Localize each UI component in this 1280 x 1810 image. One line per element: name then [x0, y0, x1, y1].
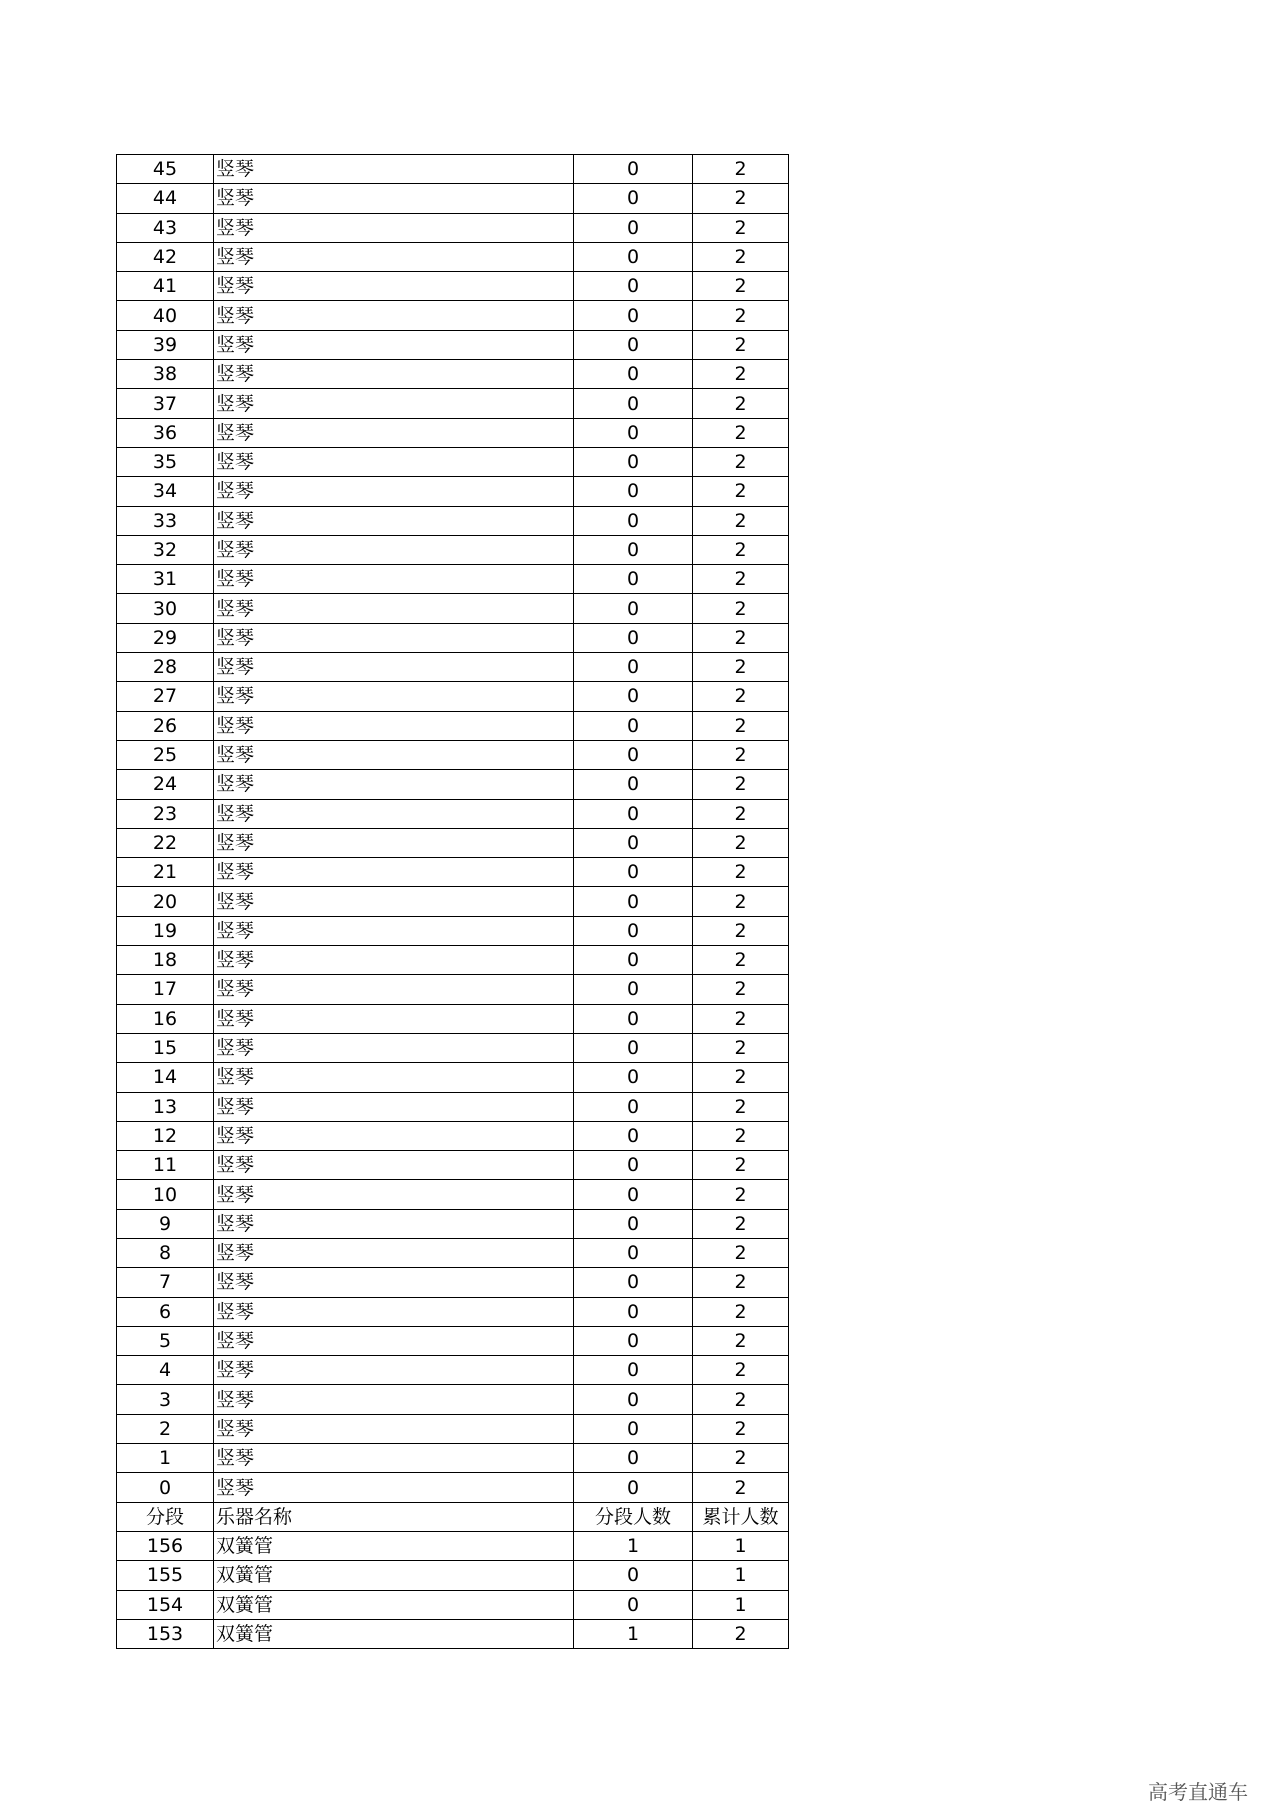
table-row	[117, 213, 789, 242]
table-row	[117, 301, 789, 330]
instrument-name-cell: 竖琴	[214, 1092, 574, 1121]
segment-count-cell: 0	[574, 272, 693, 301]
table-row	[117, 711, 789, 740]
cumulative-count-cell: 2	[693, 301, 789, 330]
score-cell: 33	[117, 506, 214, 535]
score-cell: 2	[117, 1414, 214, 1443]
instrument-name-cell: 竖琴	[214, 858, 574, 887]
score-cell: 22	[117, 828, 214, 857]
instrument-name-cell: 竖琴	[214, 1268, 574, 1297]
cumulative-count-cell: 2	[693, 360, 789, 389]
table-row	[117, 1619, 789, 1648]
table-row	[117, 535, 789, 564]
instrument-name-cell: 竖琴	[214, 740, 574, 769]
segment-count-cell: 0	[574, 565, 693, 594]
instrument-name-cell: 竖琴	[214, 653, 574, 682]
table-row	[117, 1209, 789, 1238]
segment-count-cell: 0	[574, 975, 693, 1004]
segment-count-cell: 0	[574, 1326, 693, 1355]
table-row	[117, 887, 789, 916]
table-row	[117, 946, 789, 975]
instrument-name-cell: 竖琴	[214, 242, 574, 271]
segment-count-cell: 0	[574, 1268, 693, 1297]
score-cell: 19	[117, 916, 214, 945]
instrument-name-cell: 竖琴	[214, 1444, 574, 1473]
instrument-name-cell: 竖琴	[214, 682, 574, 711]
instrument-name-cell: 竖琴	[214, 946, 574, 975]
cumulative-count-cell: 2	[693, 682, 789, 711]
score-cell: 4	[117, 1356, 214, 1385]
cumulative-count-cell: 2	[693, 975, 789, 1004]
instrument-name-cell: 竖琴	[214, 1473, 574, 1502]
table-row	[117, 330, 789, 359]
instrument-name-cell: 竖琴	[214, 330, 574, 359]
score-cell: 153	[117, 1619, 214, 1648]
segment-count-cell: 0	[574, 594, 693, 623]
score-cell: 29	[117, 623, 214, 652]
segment-count-cell: 0	[574, 1180, 693, 1209]
segment-count-cell: 0	[574, 653, 693, 682]
instrument-name-cell: 竖琴	[214, 447, 574, 476]
segment-count-cell: 0	[574, 389, 693, 418]
table-row	[117, 858, 789, 887]
table-row	[117, 506, 789, 535]
segment-count-cell: 0	[574, 477, 693, 506]
instrument-name-cell: 竖琴	[214, 213, 574, 242]
segment-count-cell: 0	[574, 946, 693, 975]
instrument-name-cell: 竖琴	[214, 155, 574, 184]
instrument-name-cell: 竖琴	[214, 1033, 574, 1062]
table-row	[117, 1473, 789, 1502]
table-row	[117, 740, 789, 769]
segment-count-cell: 0	[574, 242, 693, 271]
score-cell: 156	[117, 1531, 214, 1560]
score-cell: 23	[117, 799, 214, 828]
score-cell: 9	[117, 1209, 214, 1238]
cumulative-count-cell: 2	[693, 447, 789, 476]
segment-count-cell: 0	[574, 418, 693, 447]
cumulative-count-cell: 2	[693, 418, 789, 447]
score-cell: 154	[117, 1590, 214, 1619]
table-row	[117, 653, 789, 682]
table-header-row	[117, 1502, 789, 1531]
table-row	[117, 1092, 789, 1121]
table-row	[117, 1385, 789, 1414]
cumulative-count-cell: 2	[693, 477, 789, 506]
instrument-name-cell: 竖琴	[214, 389, 574, 418]
cumulative-count-cell: 2	[693, 1444, 789, 1473]
score-cell: 28	[117, 653, 214, 682]
segment-count-cell: 1	[574, 1619, 693, 1648]
score-cell: 42	[117, 242, 214, 271]
instrument-name-cell: 竖琴	[214, 711, 574, 740]
segment-count-cell: 0	[574, 447, 693, 476]
table-row	[117, 770, 789, 799]
column-header-segment-count: 分段人数	[574, 1502, 693, 1531]
table-row	[117, 1180, 789, 1209]
cumulative-count-cell: 2	[693, 272, 789, 301]
instrument-name-cell: 竖琴	[214, 1180, 574, 1209]
instrument-name-cell: 竖琴	[214, 594, 574, 623]
cumulative-count-cell: 2	[693, 535, 789, 564]
segment-count-cell: 0	[574, 711, 693, 740]
instrument-name-cell: 双簧管	[214, 1590, 574, 1619]
instrument-name-cell: 竖琴	[214, 916, 574, 945]
table-row	[117, 623, 789, 652]
cumulative-count-cell: 2	[693, 1180, 789, 1209]
cumulative-count-cell: 1	[693, 1531, 789, 1560]
segment-count-cell: 0	[574, 330, 693, 359]
instrument-name-cell: 竖琴	[214, 1414, 574, 1443]
cumulative-count-cell: 2	[693, 770, 789, 799]
instrument-name-cell: 竖琴	[214, 828, 574, 857]
table-row	[117, 594, 789, 623]
table-row	[117, 682, 789, 711]
table-row	[117, 389, 789, 418]
cumulative-count-cell: 2	[693, 799, 789, 828]
cumulative-count-cell: 2	[693, 1356, 789, 1385]
table-row	[117, 242, 789, 271]
segment-count-cell: 0	[574, 1121, 693, 1150]
segment-count-cell: 1	[574, 1531, 693, 1560]
segment-count-cell: 0	[574, 301, 693, 330]
instrument-name-cell: 竖琴	[214, 1004, 574, 1033]
instrument-name-cell: 竖琴	[214, 360, 574, 389]
instrument-name-cell: 竖琴	[214, 623, 574, 652]
score-cell: 6	[117, 1297, 214, 1326]
instrument-name-cell: 双簧管	[214, 1619, 574, 1648]
instrument-name-cell: 竖琴	[214, 418, 574, 447]
table-row	[117, 975, 789, 1004]
table-row	[117, 1004, 789, 1033]
table-body	[117, 155, 789, 1649]
segment-count-cell: 0	[574, 360, 693, 389]
cumulative-count-cell: 2	[693, 1092, 789, 1121]
table-row	[117, 418, 789, 447]
table-row	[117, 1326, 789, 1355]
score-cell: 8	[117, 1238, 214, 1267]
instrument-name-cell: 竖琴	[214, 184, 574, 213]
instrument-name-cell: 竖琴	[214, 887, 574, 916]
table-row	[117, 1033, 789, 1062]
table-row	[117, 916, 789, 945]
score-cell: 37	[117, 389, 214, 418]
score-cell: 155	[117, 1561, 214, 1590]
instrument-name-cell: 竖琴	[214, 1326, 574, 1355]
table-row	[117, 1151, 789, 1180]
score-cell: 26	[117, 711, 214, 740]
segment-count-cell: 0	[574, 1590, 693, 1619]
segment-count-cell: 0	[574, 155, 693, 184]
instrument-name-cell: 竖琴	[214, 975, 574, 1004]
segment-count-cell: 0	[574, 1561, 693, 1590]
segment-count-cell: 0	[574, 1151, 693, 1180]
segment-count-cell: 0	[574, 1238, 693, 1267]
table-row	[117, 1414, 789, 1443]
score-cell: 35	[117, 447, 214, 476]
score-cell: 16	[117, 1004, 214, 1033]
segment-count-cell: 0	[574, 1092, 693, 1121]
cumulative-count-cell: 2	[693, 711, 789, 740]
instrument-name-cell: 双簧管	[214, 1531, 574, 1560]
score-cell: 38	[117, 360, 214, 389]
segment-count-cell: 0	[574, 1063, 693, 1092]
score-cell: 21	[117, 858, 214, 887]
score-cell: 45	[117, 155, 214, 184]
segment-count-cell: 0	[574, 1473, 693, 1502]
cumulative-count-cell: 2	[693, 330, 789, 359]
cumulative-count-cell: 2	[693, 946, 789, 975]
cumulative-count-cell: 2	[693, 653, 789, 682]
table-row	[117, 1238, 789, 1267]
score-cell: 18	[117, 946, 214, 975]
cumulative-count-cell: 2	[693, 1268, 789, 1297]
cumulative-count-cell: 2	[693, 389, 789, 418]
segment-count-cell: 0	[574, 770, 693, 799]
segment-count-cell: 0	[574, 1297, 693, 1326]
cumulative-count-cell: 2	[693, 184, 789, 213]
segment-count-cell: 0	[574, 858, 693, 887]
table-row	[117, 447, 789, 476]
instrument-name-cell: 竖琴	[214, 535, 574, 564]
table-row	[117, 360, 789, 389]
cumulative-count-cell: 2	[693, 213, 789, 242]
segment-count-cell: 0	[574, 1033, 693, 1062]
score-cell: 40	[117, 301, 214, 330]
table-row	[117, 828, 789, 857]
segment-count-cell: 0	[574, 1356, 693, 1385]
score-cell: 10	[117, 1180, 214, 1209]
instrument-name-cell: 竖琴	[214, 1151, 574, 1180]
score-cell: 20	[117, 887, 214, 916]
segment-count-cell: 0	[574, 1414, 693, 1443]
score-distribution-table	[116, 154, 789, 1649]
cumulative-count-cell: 2	[693, 1385, 789, 1414]
cumulative-count-cell: 2	[693, 828, 789, 857]
score-cell: 7	[117, 1268, 214, 1297]
instrument-name-cell: 竖琴	[214, 301, 574, 330]
cumulative-count-cell: 2	[693, 1473, 789, 1502]
segment-count-cell: 0	[574, 184, 693, 213]
score-cell: 41	[117, 272, 214, 301]
table-row	[117, 1063, 789, 1092]
cumulative-count-cell: 2	[693, 242, 789, 271]
segment-count-cell: 0	[574, 535, 693, 564]
instrument-name-cell: 竖琴	[214, 1356, 574, 1385]
column-header-cumulative-count: 累计人数	[693, 1502, 789, 1531]
score-cell: 5	[117, 1326, 214, 1355]
table-row	[117, 565, 789, 594]
score-cell: 13	[117, 1092, 214, 1121]
table-row	[117, 155, 789, 184]
cumulative-count-cell: 2	[693, 565, 789, 594]
table-row	[117, 1297, 789, 1326]
segment-count-cell: 0	[574, 1385, 693, 1414]
table-row	[117, 272, 789, 301]
cumulative-count-cell: 2	[693, 1238, 789, 1267]
table-row	[117, 1356, 789, 1385]
instrument-name-cell: 竖琴	[214, 1121, 574, 1150]
table-row	[117, 477, 789, 506]
cumulative-count-cell: 2	[693, 1033, 789, 1062]
segment-count-cell: 0	[574, 506, 693, 535]
score-cell: 11	[117, 1151, 214, 1180]
cumulative-count-cell: 2	[693, 623, 789, 652]
table-row	[117, 1561, 789, 1590]
score-cell: 24	[117, 770, 214, 799]
score-cell: 1	[117, 1444, 214, 1473]
segment-count-cell: 0	[574, 1209, 693, 1238]
cumulative-count-cell: 2	[693, 916, 789, 945]
score-cell: 14	[117, 1063, 214, 1092]
cumulative-count-cell: 2	[693, 740, 789, 769]
cumulative-count-cell: 2	[693, 1121, 789, 1150]
instrument-name-cell: 竖琴	[214, 272, 574, 301]
score-cell: 44	[117, 184, 214, 213]
score-cell: 34	[117, 477, 214, 506]
score-cell: 15	[117, 1033, 214, 1062]
segment-count-cell: 0	[574, 887, 693, 916]
cumulative-count-cell: 2	[693, 858, 789, 887]
table-row	[117, 184, 789, 213]
cumulative-count-cell: 2	[693, 1063, 789, 1092]
column-header-instrument: 乐器名称	[214, 1502, 574, 1531]
cumulative-count-cell: 2	[693, 594, 789, 623]
score-cell: 25	[117, 740, 214, 769]
cumulative-count-cell: 2	[693, 1414, 789, 1443]
score-cell: 12	[117, 1121, 214, 1150]
instrument-name-cell: 竖琴	[214, 565, 574, 594]
watermark-text: 高考直通车	[1148, 1780, 1248, 1804]
table-row	[117, 799, 789, 828]
score-cell: 27	[117, 682, 214, 711]
cumulative-count-cell: 2	[693, 155, 789, 184]
table-row	[117, 1444, 789, 1473]
cumulative-count-cell: 2	[693, 1004, 789, 1033]
instrument-name-cell: 竖琴	[214, 477, 574, 506]
table-row	[117, 1590, 789, 1619]
table-row	[117, 1121, 789, 1150]
cumulative-count-cell: 2	[693, 1619, 789, 1648]
cumulative-count-cell: 2	[693, 506, 789, 535]
segment-count-cell: 0	[574, 682, 693, 711]
score-cell: 36	[117, 418, 214, 447]
instrument-name-cell: 竖琴	[214, 506, 574, 535]
segment-count-cell: 0	[574, 1004, 693, 1033]
segment-count-cell: 0	[574, 740, 693, 769]
instrument-name-cell: 双簧管	[214, 1561, 574, 1590]
segment-count-cell: 0	[574, 916, 693, 945]
score-cell: 0	[117, 1473, 214, 1502]
instrument-name-cell: 竖琴	[214, 770, 574, 799]
cumulative-count-cell: 2	[693, 1326, 789, 1355]
column-header-score: 分段	[117, 1502, 214, 1531]
score-cell: 17	[117, 975, 214, 1004]
instrument-name-cell: 竖琴	[214, 1385, 574, 1414]
segment-count-cell: 0	[574, 1444, 693, 1473]
score-cell: 31	[117, 565, 214, 594]
table-row	[117, 1268, 789, 1297]
segment-count-cell: 0	[574, 213, 693, 242]
segment-count-cell: 0	[574, 828, 693, 857]
instrument-name-cell: 竖琴	[214, 1297, 574, 1326]
score-cell: 3	[117, 1385, 214, 1414]
instrument-name-cell: 竖琴	[214, 1209, 574, 1238]
score-cell: 32	[117, 535, 214, 564]
instrument-name-cell: 竖琴	[214, 1238, 574, 1267]
instrument-name-cell: 竖琴	[214, 1063, 574, 1092]
cumulative-count-cell: 2	[693, 1209, 789, 1238]
segment-count-cell: 0	[574, 623, 693, 652]
cumulative-count-cell: 2	[693, 887, 789, 916]
cumulative-count-cell: 2	[693, 1151, 789, 1180]
segment-count-cell: 0	[574, 799, 693, 828]
score-cell: 39	[117, 330, 214, 359]
score-cell: 30	[117, 594, 214, 623]
score-cell: 43	[117, 213, 214, 242]
cumulative-count-cell: 1	[693, 1590, 789, 1619]
cumulative-count-cell: 1	[693, 1561, 789, 1590]
table-row	[117, 1531, 789, 1560]
instrument-name-cell: 竖琴	[214, 799, 574, 828]
cumulative-count-cell: 2	[693, 1297, 789, 1326]
